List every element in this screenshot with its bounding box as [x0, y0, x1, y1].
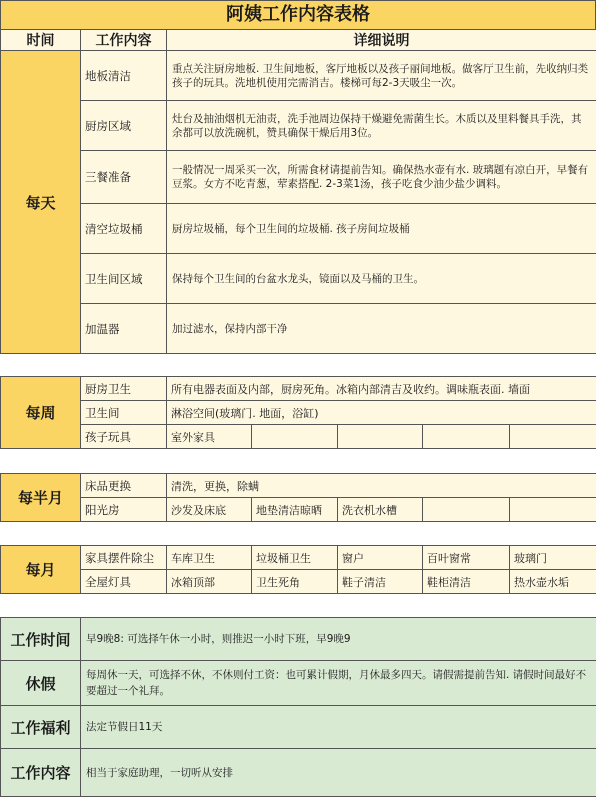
- task-label: 清空垃圾桶: [81, 204, 167, 254]
- task-detail: 一般情况一周采买一次，所需食材请提前告知。确保热水壶有水. 玻璃题有凉白开，早餐有豆浆。女方不吃青葱，荤素搭配. 2-3菜1汤，孩子吃食少油少盐少调料。: [167, 151, 596, 204]
- empty-cell: [423, 498, 510, 522]
- category-biweekly: 每半月: [1, 474, 81, 522]
- header-detail: 详细说明: [167, 30, 596, 51]
- weekly-section: [0, 376, 596, 449]
- header-time: 时间: [1, 30, 81, 51]
- task-detail: 重点关注厨房地板. 卫生间地板，客厅地板以及孩子丽间地板。做客厅卫生前，先收纳归类孩子的玩具。洗地机使用完需消吉。楼梯可每2-3天吸尘一次。: [167, 51, 596, 101]
- task-cell: 沙发及床底: [167, 498, 252, 522]
- terms-label: 工作内容: [1, 749, 81, 797]
- terms-text: 每周休一天，可选择不休，不休则付工资：也可累计假期，月休最多四天。请假需提前告知. 请假时间最好不要超过一个礼拜。: [81, 661, 596, 706]
- task-detail: 保持每个卫生间的台盆水龙头，镜面以及马桶的卫生。: [167, 254, 596, 304]
- task-label: 卫生间区域: [81, 254, 167, 304]
- daily-section: [0, 50, 596, 354]
- task-detail: 淋浴空间(玻璃门. 地面，浴缸): [167, 401, 596, 425]
- task-cell: 卫生死角: [252, 570, 338, 594]
- task-label: 加温器: [81, 304, 167, 354]
- task-label: 孩子玩具: [81, 425, 167, 449]
- task-cell: 阳光房: [81, 498, 167, 522]
- task-detail: 室外家具: [167, 425, 252, 449]
- task-cell: 鞋子清洁: [338, 570, 423, 594]
- header-work: 工作内容: [81, 30, 167, 51]
- biweekly-section: [0, 473, 596, 522]
- task-cell: 热水壶水垢: [510, 570, 596, 594]
- task-cell: 洗衣机水槽: [338, 498, 423, 522]
- task-cell: 全屋灯具: [81, 570, 167, 594]
- task-label: 卫生间: [81, 401, 167, 425]
- task-cell: 冰箱顶部: [167, 570, 252, 594]
- task-cell: 车库卫生: [167, 546, 252, 570]
- terms-text: 法定节假日11天: [81, 706, 596, 749]
- header-row: [0, 29, 596, 51]
- empty-cell: [423, 425, 510, 449]
- task-detail: 灶台及抽油烟机无油责，洗手池周边保持干燥避免需菌生长。木质以及里料餐具手洗，其余都可以放洗碗机，赞具确保干燥后用3位。: [167, 101, 596, 151]
- empty-cell: [252, 425, 338, 449]
- task-detail: 清洗，更换，除螨: [167, 474, 596, 498]
- terms-label: 休假: [1, 661, 81, 706]
- empty-cell: [338, 425, 423, 449]
- empty-cell: [510, 498, 596, 522]
- task-label: 床品更换: [81, 474, 167, 498]
- category-daily: 每天: [1, 51, 81, 354]
- terms-section: [0, 617, 596, 797]
- terms-text: 相当于家庭助理，一切听从安排: [81, 749, 596, 797]
- terms-text: 早9晚8: 可选择午休一小时，则推迟一小时下班，早9晚9: [81, 618, 596, 661]
- task-cell: 垃圾桶卫生: [252, 546, 338, 570]
- task-detail: 厨房垃圾桶，每个卫生间的垃圾桶. 孩子房间垃圾桶: [167, 204, 596, 254]
- terms-label: 工作时间: [1, 618, 81, 661]
- monthly-section: [0, 545, 596, 594]
- task-label: 厨房区域: [81, 101, 167, 151]
- terms-label: 工作福利: [1, 706, 81, 749]
- task-label: 地板清洁: [81, 51, 167, 101]
- task-detail: 加过滤水，保持内部干净: [167, 304, 596, 354]
- task-cell: 鞋柜清洁: [423, 570, 510, 594]
- sheet-title: 阿姨工作内容表格: [0, 0, 596, 30]
- task-cell: 玻璃门: [510, 546, 596, 570]
- task-label: 厨房卫生: [81, 377, 167, 401]
- task-cell: 窗户: [338, 546, 423, 570]
- category-weekly: 每周: [1, 377, 81, 449]
- task-cell: 地垫清洁晾晒: [252, 498, 338, 522]
- task-label: 三餐准备: [81, 151, 167, 204]
- empty-cell: [510, 425, 596, 449]
- task-cell: 百叶窗常: [423, 546, 510, 570]
- category-monthly: 每月: [1, 546, 81, 594]
- task-detail: 所有电器表面及内部，厨房死角。冰箱内部清吉及收约。调味瓶表面. 墙面: [167, 377, 596, 401]
- task-cell: 家具摆件除尘: [81, 546, 167, 570]
